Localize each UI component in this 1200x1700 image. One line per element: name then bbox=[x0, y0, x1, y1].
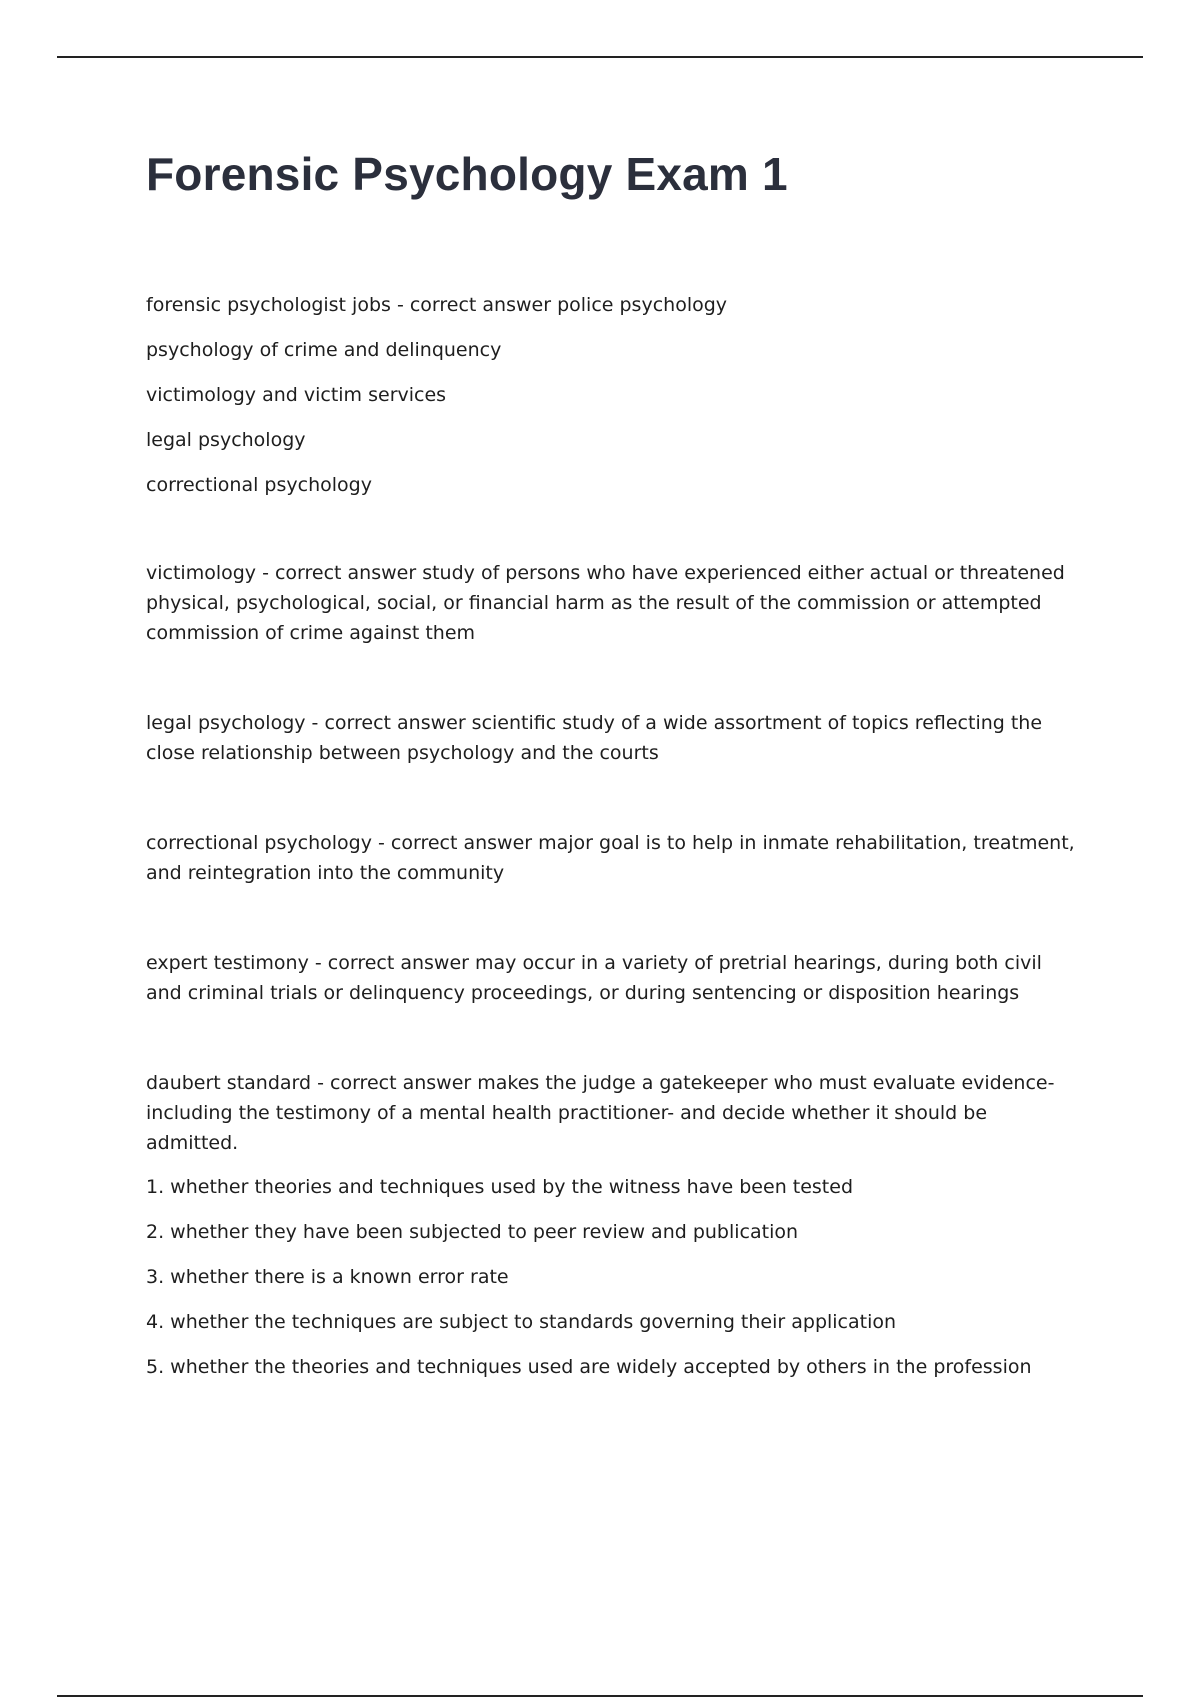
entry-text: correctional psychology - correct answer major goal is to help in inmate rehabilitation, treatment, and reintegration into the community bbox=[146, 832, 1075, 884]
entry-legal-psychology bbox=[146, 708, 1076, 768]
criteria-item: 4. whether the techniques are subject to standards governing their application bbox=[146, 1311, 897, 1333]
entry-text: expert testimony - correct answer may occur in a variety of pretrial hearings, during both civil and criminal trials or delinquency proceedings, or during sentencing or disposition hearings bbox=[146, 952, 1042, 1004]
intro-list bbox=[146, 290, 1076, 500]
intro-line: correctional psychology bbox=[146, 474, 372, 496]
intro-line: forensic psychologist jobs - correct answer police psychology bbox=[146, 294, 728, 316]
intro-line: legal psychology bbox=[146, 429, 306, 451]
document-body bbox=[146, 290, 1076, 1382]
bottom-divider bbox=[57, 1695, 1143, 1697]
page-title: Forensic Psychology Exam 1 bbox=[146, 148, 788, 200]
intro-line: victimology and victim services bbox=[146, 384, 447, 406]
criteria-item: 1. whether theories and techniques used by the witness have been tested bbox=[146, 1176, 854, 1198]
entry-victimology bbox=[146, 558, 1076, 648]
daubert-criteria-list bbox=[146, 1172, 1076, 1382]
entry-daubert-standard bbox=[146, 1068, 1076, 1158]
entry-expert-testimony bbox=[146, 948, 1076, 1008]
entry-text: victimology - correct answer study of persons who have experienced either actual or threatened physical, psychological, social, or financial harm as the result of the commission or attempted commission of crime against them bbox=[146, 562, 1065, 644]
criteria-item: 2. whether they have been subjected to peer review and publication bbox=[146, 1221, 799, 1243]
top-divider bbox=[57, 56, 1143, 58]
criteria-item: 3. whether there is a known error rate bbox=[146, 1266, 509, 1288]
entry-correctional-psychology bbox=[146, 828, 1076, 888]
intro-line: psychology of crime and delinquency bbox=[146, 339, 502, 361]
entry-text: daubert standard - correct answer makes the judge a gatekeeper who must evaluate evidence- including the testimony of a mental health practitioner- and decide whether it should be admitted. bbox=[146, 1072, 1055, 1154]
entry-text: legal psychology - correct answer scientific study of a wide assortment of topics reflecting the close relationship between psychology and the courts bbox=[146, 712, 1043, 764]
criteria-item: 5. whether the theories and techniques used are widely accepted by others in the profession bbox=[146, 1356, 1032, 1378]
